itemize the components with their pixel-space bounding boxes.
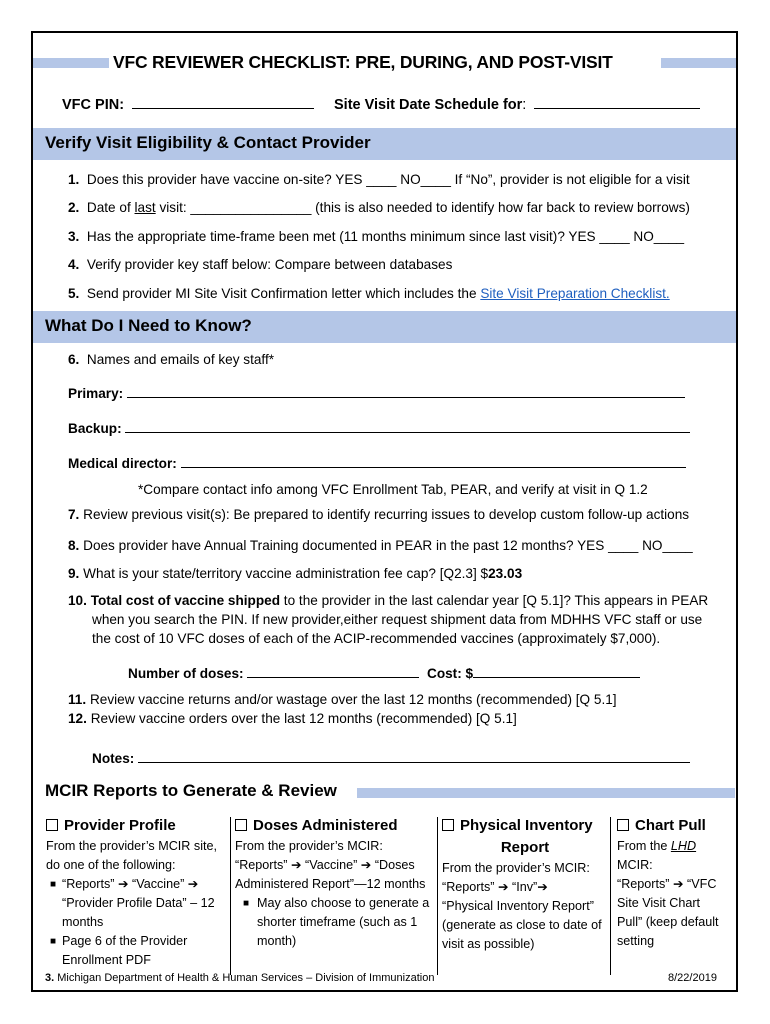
col-line: “Reports” ➔ “Vaccine” ➔ “Doses (235, 858, 415, 872)
col-line: “Provider Profile Data” – 12 (62, 896, 215, 910)
item-number: 4. (68, 257, 80, 272)
bullet-continuation (46, 913, 229, 932)
col-line: “Reports” ➔ “VFC (617, 877, 717, 891)
provider-profile-checkbox-row[interactable] (46, 815, 229, 837)
bullet-icon: ■ (50, 936, 57, 947)
primary-blank[interactable] (127, 383, 685, 398)
col-line: do one of the following: (46, 858, 176, 872)
vfc-pin-label: VFC PIN: (62, 97, 125, 113)
item-6 (68, 351, 274, 369)
cost-field[interactable] (427, 663, 640, 683)
column-divider (610, 817, 611, 975)
item-8 (68, 537, 693, 555)
report-chart-pull (617, 815, 735, 951)
backup-label: Backup: (68, 421, 122, 436)
item-text: Review previous visit(s): Be prepared to identify recurring issues to develop custom follow-up actions (83, 507, 690, 522)
item-number: 9. (68, 566, 80, 581)
col-line: setting (617, 934, 655, 948)
item-7 (68, 506, 689, 524)
bullet-icon: ■ (243, 898, 250, 909)
col-line: Page 6 of the Provider (62, 934, 188, 948)
item-10-line-2: when you search the PIN. If new provider,either request shipment data from MDHHS VFC staff or use (92, 612, 703, 627)
medical-director-field[interactable] (68, 453, 686, 473)
checkbox-icon[interactable] (46, 819, 58, 831)
bullet-continuation (46, 894, 229, 913)
section-mcir-reports (45, 781, 735, 803)
col-line-pre: From the (617, 839, 671, 853)
report-doses-administered (235, 815, 435, 951)
col-line: “Reports” ➔ “Inv”➔ (442, 880, 548, 894)
bullet-continuation (235, 932, 435, 951)
fee-cap-value: 23.03 (488, 566, 523, 581)
title-bar-left (33, 58, 109, 68)
cost-blank[interactable] (473, 663, 640, 678)
section-what-to-know (33, 311, 736, 343)
site-visit-date-colon: : (522, 97, 527, 113)
item-text-underlined: last (134, 200, 156, 215)
number-of-doses-blank[interactable] (247, 663, 419, 678)
bullet-item (235, 894, 435, 913)
footer-department-text: Michigan Department of Health & Human Services – Division of Immunization (54, 972, 435, 984)
item-number: 12. (68, 711, 87, 726)
item-number: 11. (68, 692, 87, 707)
section-mcir-reports-bar (357, 788, 735, 798)
item-text: Send provider MI Site Visit Confirmation letter which includes the (86, 286, 481, 301)
item-number: 2. (68, 200, 80, 215)
item-text: Has the appropriate time-frame been met (11 months minimum since last visit)? YES ____ NO____ (86, 229, 685, 244)
number-of-doses-label: Number of doses: (128, 666, 244, 681)
item-12 (68, 710, 517, 728)
chart-pull-heading: Chart Pull (635, 817, 706, 834)
col-line: “Physical Inventory Report” (442, 899, 594, 913)
section-verify-eligibility-heading: Verify Visit Eligibility & Contact Provider (45, 133, 371, 152)
number-of-doses-field[interactable] (128, 663, 419, 683)
col-line: From the provider’s MCIR: (442, 861, 590, 875)
col-line: month) (257, 934, 297, 948)
lhd-text: LHD (670, 839, 697, 853)
footer-department (45, 972, 434, 984)
checkbox-icon[interactable] (235, 819, 247, 831)
section-verify-eligibility (33, 128, 736, 160)
item-1 (68, 171, 690, 189)
col-line: Pull” (keep default (617, 915, 719, 929)
item-10-bold: Total cost of vaccine shipped (90, 593, 281, 608)
item-text: Names and emails of key staff* (86, 352, 275, 367)
item-5 (68, 285, 670, 303)
item-text: Review vaccine orders over the last 12 months (recommended) [Q 5.1] (90, 711, 517, 726)
item-10-line-3: the cost of 10 VFC doses of each of the ACIP-recommended vaccines (approximately $7,000). (92, 631, 661, 646)
vfc-pin-field[interactable] (62, 94, 314, 113)
site-visit-date-blank[interactable] (534, 94, 700, 109)
col-line: MCIR: (617, 858, 653, 872)
item-number: 3. (68, 229, 80, 244)
item-3 (68, 228, 684, 246)
column-divider (437, 817, 438, 975)
item-number: 5. (68, 286, 80, 301)
col-line: Site Visit Chart (617, 896, 701, 910)
report-physical-inventory (442, 815, 608, 954)
cost-label: Cost: $ (427, 666, 474, 681)
physical-inventory-checkbox-row[interactable] (442, 815, 608, 837)
col-line: Enrollment PDF (62, 953, 151, 967)
medical-director-label: Medical director: (68, 456, 177, 471)
section-what-to-know-heading: What Do I Need to Know? (45, 316, 252, 335)
section-mcir-reports-heading: MCIR Reports to Generate & Review (45, 781, 337, 800)
item-number: 8. (68, 538, 80, 553)
backup-contact-field[interactable] (68, 418, 690, 438)
item-4 (68, 256, 452, 274)
item-text: Does provider have Annual Training documented in PEAR in the past 12 months? YES ____ NO____ (83, 538, 693, 553)
col-line: visit as possible) (442, 937, 535, 951)
col-line: shorter timeframe (such as 1 (257, 915, 418, 929)
item-text-pre: Date of (86, 200, 135, 215)
col-line (617, 837, 735, 856)
notes-blank[interactable] (138, 748, 690, 763)
title-row (33, 52, 736, 74)
col-line: “Reports” ➔ “Vaccine” ➔ (62, 877, 199, 891)
item-text-post: visit: ________________ (this is also needed to identify how far back to review borrows) (155, 200, 690, 215)
doses-administered-checkbox-row[interactable] (235, 815, 435, 837)
compare-note: *Compare contact info among VFC Enrollment Tab, PEAR, and verify at visit in Q 1.2 (138, 482, 648, 497)
doses-administered-heading: Doses Administered (253, 817, 398, 834)
physical-inventory-heading-line-2: Report (500, 839, 550, 856)
checkbox-icon[interactable] (617, 819, 629, 831)
item-text: to the provider in the last calendar year [Q 5.1]? This appears in PEAR (280, 593, 709, 608)
item-9 (68, 565, 522, 583)
col-line: Administered Report”—12 months (235, 877, 426, 891)
bullet-continuation (235, 913, 435, 932)
col-line: From the provider’s MCIR: (235, 839, 383, 853)
checkbox-icon[interactable] (442, 819, 454, 831)
item-text: Does this provider have vaccine on-site? YES ____ NO____ If “No”, provider is not eligible for a visit (86, 172, 690, 187)
item-text: Review vaccine returns and/or wastage over the last 12 months (recommended) [Q 5.1] (89, 692, 617, 707)
item-2 (68, 199, 690, 217)
item-11 (68, 691, 617, 709)
provider-profile-heading: Provider Profile (64, 817, 176, 834)
chart-pull-checkbox-row[interactable] (617, 815, 735, 837)
report-provider-profile (46, 815, 229, 970)
item-text: Verify provider key staff below: Compare between databases (86, 257, 453, 272)
site-visit-date-field[interactable] (334, 94, 700, 113)
item-number: 1. (68, 172, 80, 187)
item-number: 10. (68, 593, 87, 608)
notes-field[interactable] (92, 748, 690, 768)
bullet-item (46, 932, 229, 951)
site-visit-preparation-checklist-link[interactable]: Site Visit Preparation Checklist. (480, 286, 670, 301)
primary-contact-field[interactable] (68, 383, 685, 403)
site-visit-date-label: Site Visit Date Schedule for (334, 97, 523, 113)
notes-label: Notes: (92, 751, 135, 766)
bullet-item (46, 875, 229, 894)
backup-blank[interactable] (125, 418, 690, 433)
page-title: VFC REVIEWER CHECKLIST: PRE, DURING, AND POST-VISIT (113, 52, 613, 72)
item-number: 6. (68, 352, 80, 367)
vfc-pin-blank[interactable] (132, 94, 314, 109)
bullet-continuation (46, 951, 229, 970)
col-line: (generate as close to date of (442, 918, 602, 932)
footer-date: 8/22/2019 (668, 972, 717, 984)
column-divider (230, 817, 231, 975)
item-text: What is your state/territory vaccine administration fee cap? [Q2.3] $ (83, 566, 489, 581)
physical-inventory-heading: Physical Inventory (460, 817, 593, 834)
footer-page-number: 3. (45, 972, 55, 984)
bullet-icon: ■ (50, 879, 57, 890)
primary-label: Primary: (68, 386, 124, 401)
item-number: 7. (68, 507, 80, 522)
title-bar-right (661, 58, 736, 68)
col-line: months (62, 915, 104, 929)
col-line: From the provider’s MCIR site, (46, 839, 217, 853)
col-line: May also choose to generate a (257, 896, 430, 910)
item-10-line-1 (68, 592, 708, 610)
medical-director-blank[interactable] (181, 453, 686, 468)
